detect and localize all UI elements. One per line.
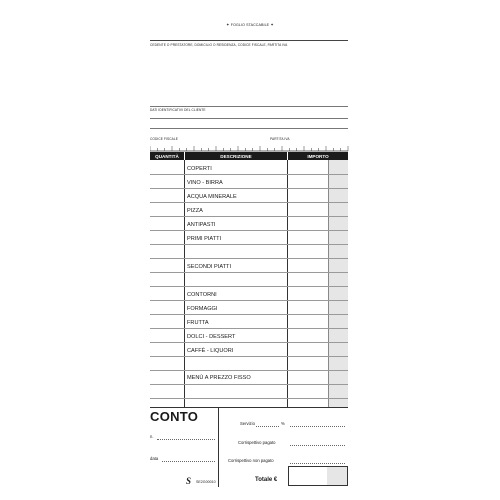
table-row-line — [150, 328, 348, 329]
perforation-line — [150, 40, 348, 41]
item-vino-birra: VINO - BIRRA — [187, 180, 223, 186]
item-formaggi: FORMAGGI — [187, 306, 218, 312]
table-row-line — [150, 174, 348, 175]
corrispettivo-non-pagato-line — [290, 463, 345, 464]
column-header-description: DESCRIZIONE — [185, 152, 287, 160]
table-row-line — [150, 370, 348, 371]
item-secondi-piatti: SECONDI PIATTI — [187, 264, 232, 270]
item-contorni: CONTORNI — [187, 292, 217, 298]
brand-logo: S — [186, 476, 192, 486]
table-row-line — [150, 356, 348, 357]
column-header-amount: IMPORTO — [288, 152, 348, 160]
table-row-line — [150, 272, 348, 273]
column-header-quantity: QUANTITÀ — [150, 152, 184, 160]
table-row-line — [150, 244, 348, 245]
item-coperti: COPERTI — [187, 166, 212, 172]
table-row-line — [150, 188, 348, 189]
number-label: n. — [150, 434, 154, 439]
table-row-line — [150, 202, 348, 203]
item-pizza: PIZZA — [187, 208, 203, 214]
percent-sign: % — [281, 421, 285, 426]
item-caffe-liquori: CAFFÈ - LIQUORI — [187, 348, 234, 354]
conto-title: CONTO — [150, 409, 199, 424]
totale-box-shade — [327, 467, 347, 485]
table-row-line — [150, 216, 348, 217]
codice-fiscale-label: CODICE FISCALE — [150, 137, 178, 141]
perforation-label: ✦ FOGLIO STACCABILE ✦ — [226, 22, 274, 27]
client-separator — [150, 106, 348, 107]
partita-iva-label: PARTITA IVA — [270, 137, 290, 141]
totale-box — [288, 466, 348, 486]
footer-top-border — [150, 407, 348, 408]
date-line — [162, 461, 215, 462]
corrispettivo-pagato-line — [290, 445, 345, 446]
table-row-line — [150, 300, 348, 301]
product-code: SE2G00010 — [196, 480, 216, 484]
servizio-line — [256, 426, 279, 427]
table-row-line — [150, 286, 348, 287]
table-row-line — [150, 342, 348, 343]
number-line — [157, 439, 215, 440]
item-frutta: FRUTTA — [187, 320, 209, 326]
issuer-label: CEDENTE O PRESTATORE, DOMICILIO O RESIDENZA, CODICE FISCALE, PARTITA IVA — [150, 43, 288, 47]
item-menu-prezzo-fisso: MENÙ A PREZZO FISSO — [187, 375, 251, 381]
table-row-line — [150, 314, 348, 315]
client-label: DATI IDENTIFICATIVI DEL CLIENTE — [150, 108, 206, 112]
corrispettivo-pagato-label: Corrispettivo pagato — [238, 440, 276, 445]
item-primi-piatti: PRIMI PIATTI — [187, 236, 222, 242]
date-label: data — [150, 456, 159, 461]
table-row-line — [150, 384, 348, 385]
item-acqua-minerale: ACQUA MINERALE — [187, 194, 237, 200]
table-row-line — [150, 398, 348, 399]
servizio-label: Servizio — [240, 421, 255, 426]
client-line-1 — [150, 118, 348, 119]
item-dolci-dessert: DOLCI - DESSERT — [187, 334, 236, 340]
footer-divider — [218, 407, 219, 487]
item-table — [150, 160, 348, 407]
table-row-line — [150, 258, 348, 259]
servizio-amount-line — [290, 426, 345, 427]
corrispettivo-non-pagato-label: Corrispettivo non pagato — [228, 458, 274, 463]
client-line-2 — [150, 128, 348, 129]
item-antipasti: ANTIPASTI — [187, 222, 216, 228]
table-row-line — [150, 230, 348, 231]
totale-label: Totale € — [255, 477, 278, 483]
